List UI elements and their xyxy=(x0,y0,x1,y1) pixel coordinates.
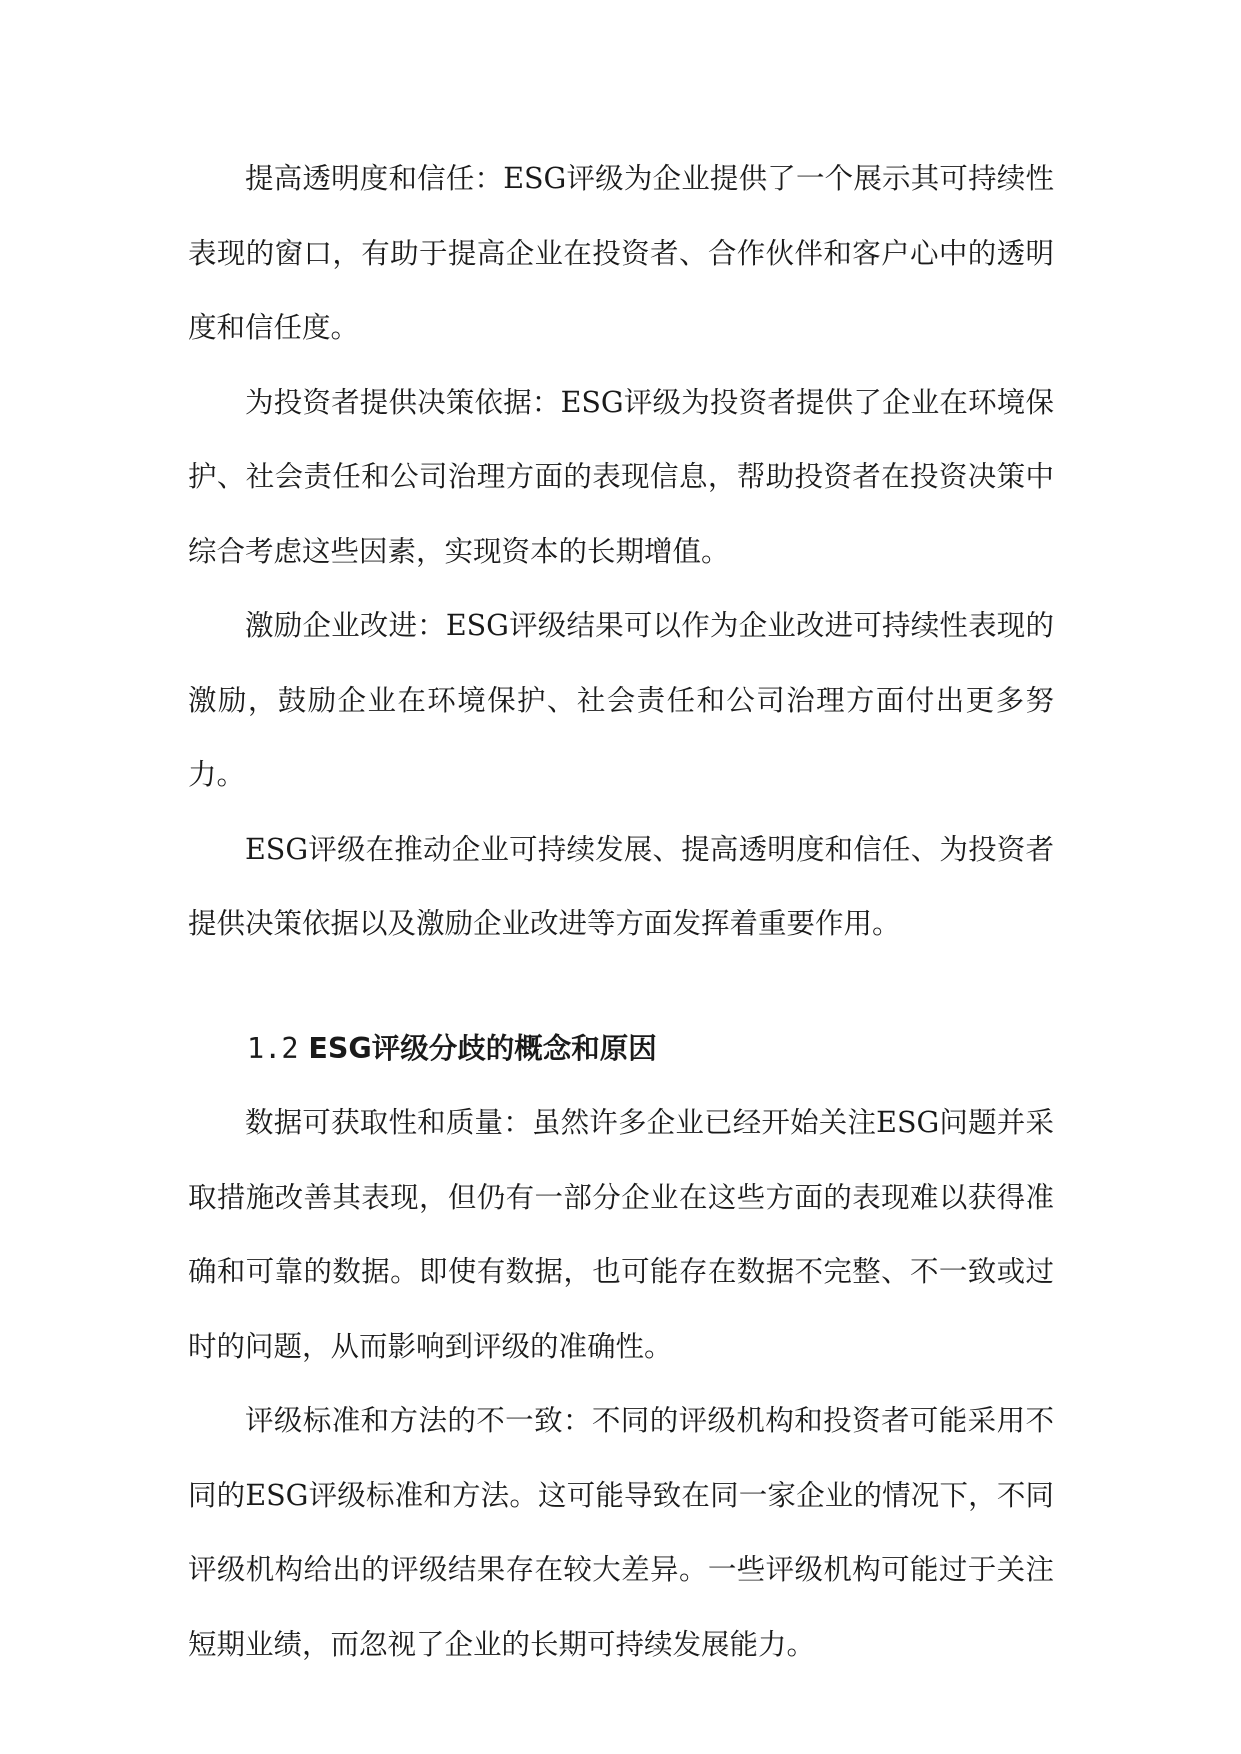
paragraph-investor-decision-basis: 为投资者提供决策依据：ESG评级为投资者提供了企业在环境保护、社会责任和公司治理方面的表现信息，帮助投资者在投资决策中综合考虑这些因素，实现资本的长期增值。 xyxy=(188,385,1054,568)
paragraph-transparency-trust: 提高透明度和信任：ESG评级为企业提供了一个展示其可持续性表现的窗口，有助于提高企业在投资者、合作伙伴和客户心中的透明度和信任度。 xyxy=(188,162,1054,344)
paragraph-incentive-improvement: 激励企业改进：ESG评级结果可以作为企业改进可持续性表现的激励，鼓励企业在环境保护、社会责任和公司治理方面付出更多努力。 xyxy=(188,609,1054,791)
document-body xyxy=(188,142,1054,1682)
section-title: ESG评级分歧的概念和原因 xyxy=(308,1031,657,1065)
paragraph-data-availability: 数据可获取性和质量：虽然许多企业已经开始关注ESG问题并采取措施改善其表现，但仍有一部分企业在这些方面的表现难以获得准确和可靠的数据。即使有数据，也可能存在数据不完整、不一致或过时的问题，从而影响到评级的准确性。 xyxy=(188,1106,1054,1363)
paragraph-rating-standards: 评级标准和方法的不一致：不同的评级机构和投资者可能采用不同的ESG评级标准和方法。这可能导致在同一家企业的情况下，不同评级机构给出的评级结果存在较大差异。一些评级机构可能过于关注短期业绩，而忽视了企业的长期可持续发展能力。 xyxy=(188,1404,1054,1661)
section-heading xyxy=(188,1012,1054,1087)
paragraph-esg-summary: ESG评级在推动企业可持续发展、提高透明度和信任、为投资者提供决策依据以及激励企业改进等方面发挥着重要作用。 xyxy=(188,832,1054,940)
section-number: 1.2 xyxy=(247,1031,299,1065)
